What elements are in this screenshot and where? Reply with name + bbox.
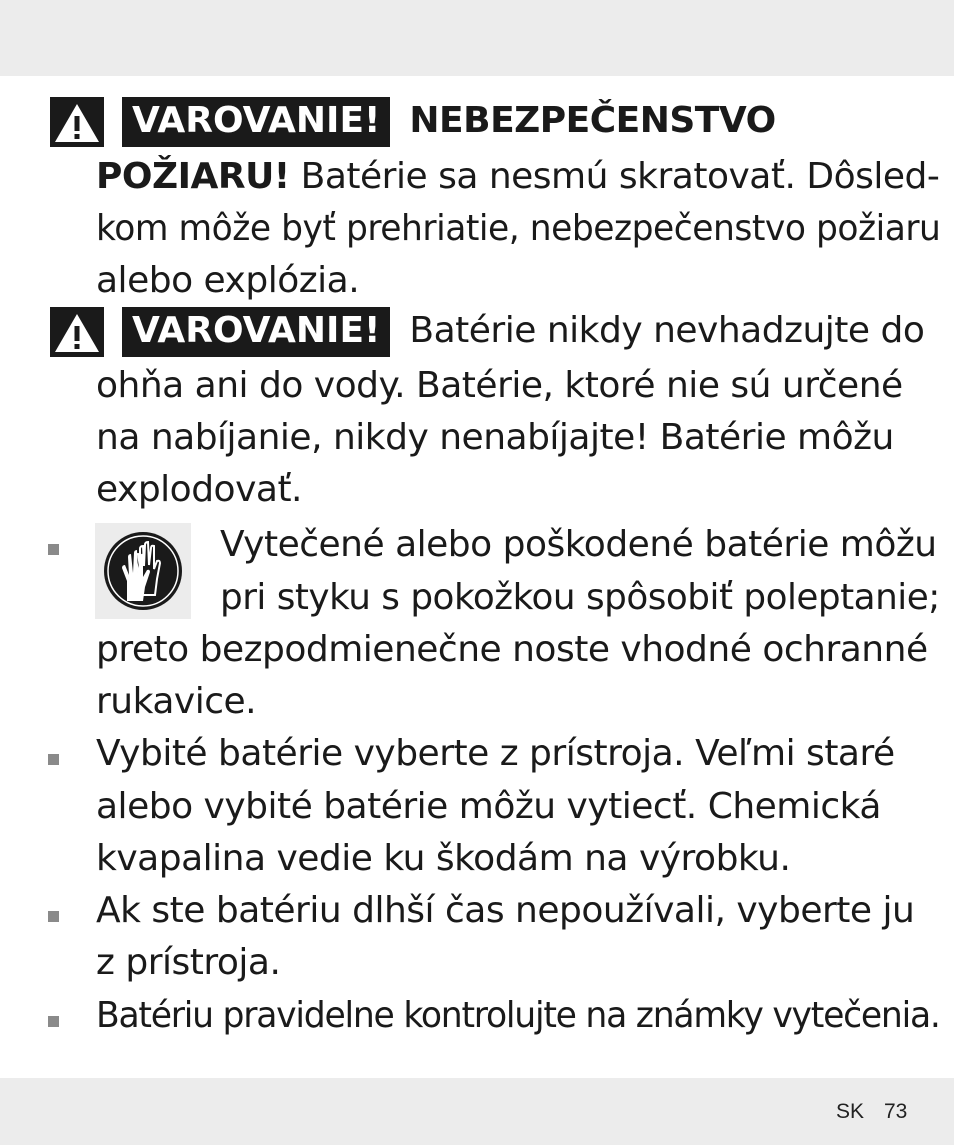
warning-1-heading [122,97,776,141]
warning-2-text: Batérie nikdy nevhadzujte do [409,310,925,351]
bullet-1-line-3: rukavice. [96,681,257,722]
warning-2-line-1: ohňa ani do vody. Batérie, ktoré nie sú určené [96,365,903,406]
bullet-2-line-2: kvapalina vedie ku škodám na výrobku. [96,838,791,879]
bullet-marker [48,544,59,555]
warning-1-title-cont: POŽIARU! [96,156,290,197]
header-band [0,0,954,76]
warning-1-title: NEBEZPEČENSTVO [409,100,776,141]
bullet-1-line-2: preto bezpodmienečne noste vhodné ochranné [96,629,928,670]
warning-triangle-icon [50,307,104,357]
warning-2-heading [122,307,924,351]
bullet-3-line-1: z prístroja. [96,942,281,983]
bullet-marker [48,754,59,765]
warning-1-line-3: alebo explózia. [96,260,360,301]
bullet-2-line-1: alebo vybité batérie môžu vytiecť. Chemická [96,786,881,827]
warning-1-line-2: kom môže byť prehriatie, nebezpečenstvo požiaru [96,208,941,249]
bullet-4-line-0: Batériu pravidelne kontrolujte na známky vytečenia. [96,995,940,1036]
bullet-marker [48,1016,59,1027]
warning-2-line-3: explodovať. [96,469,302,510]
protective-gloves-icon [95,523,191,619]
footer-page-number: 73 [884,1100,908,1123]
warning-1-line-1 [96,155,939,199]
warning-badge: VAROVANIE! [122,97,390,147]
bullet-marker [48,911,59,922]
warning-triangle-icon [50,97,104,147]
warning-1-text: Batérie sa nesmú skratovať. Dôsled- [289,156,940,197]
bullet-1-line-1: pri styku s pokožkou spôsobiť poleptanie; [220,577,940,618]
bullet-3-line-0: Ak ste batériu dlhší čas nepoužívali, vyberte ju [96,890,915,931]
bullet-1-line-0: Vytečené alebo poškodené batérie môžu [220,524,937,565]
bullet-2-line-0: Vybité batérie vyberte z prístroja. Veľmi staré [96,733,895,774]
warning-badge: VAROVANIE! [122,307,390,357]
footer-language: SK [836,1100,865,1123]
footer-band [0,1078,954,1145]
warning-2-line-2: na nabíjanie, nikdy nenabíjajte! Batérie môžu [96,417,894,458]
